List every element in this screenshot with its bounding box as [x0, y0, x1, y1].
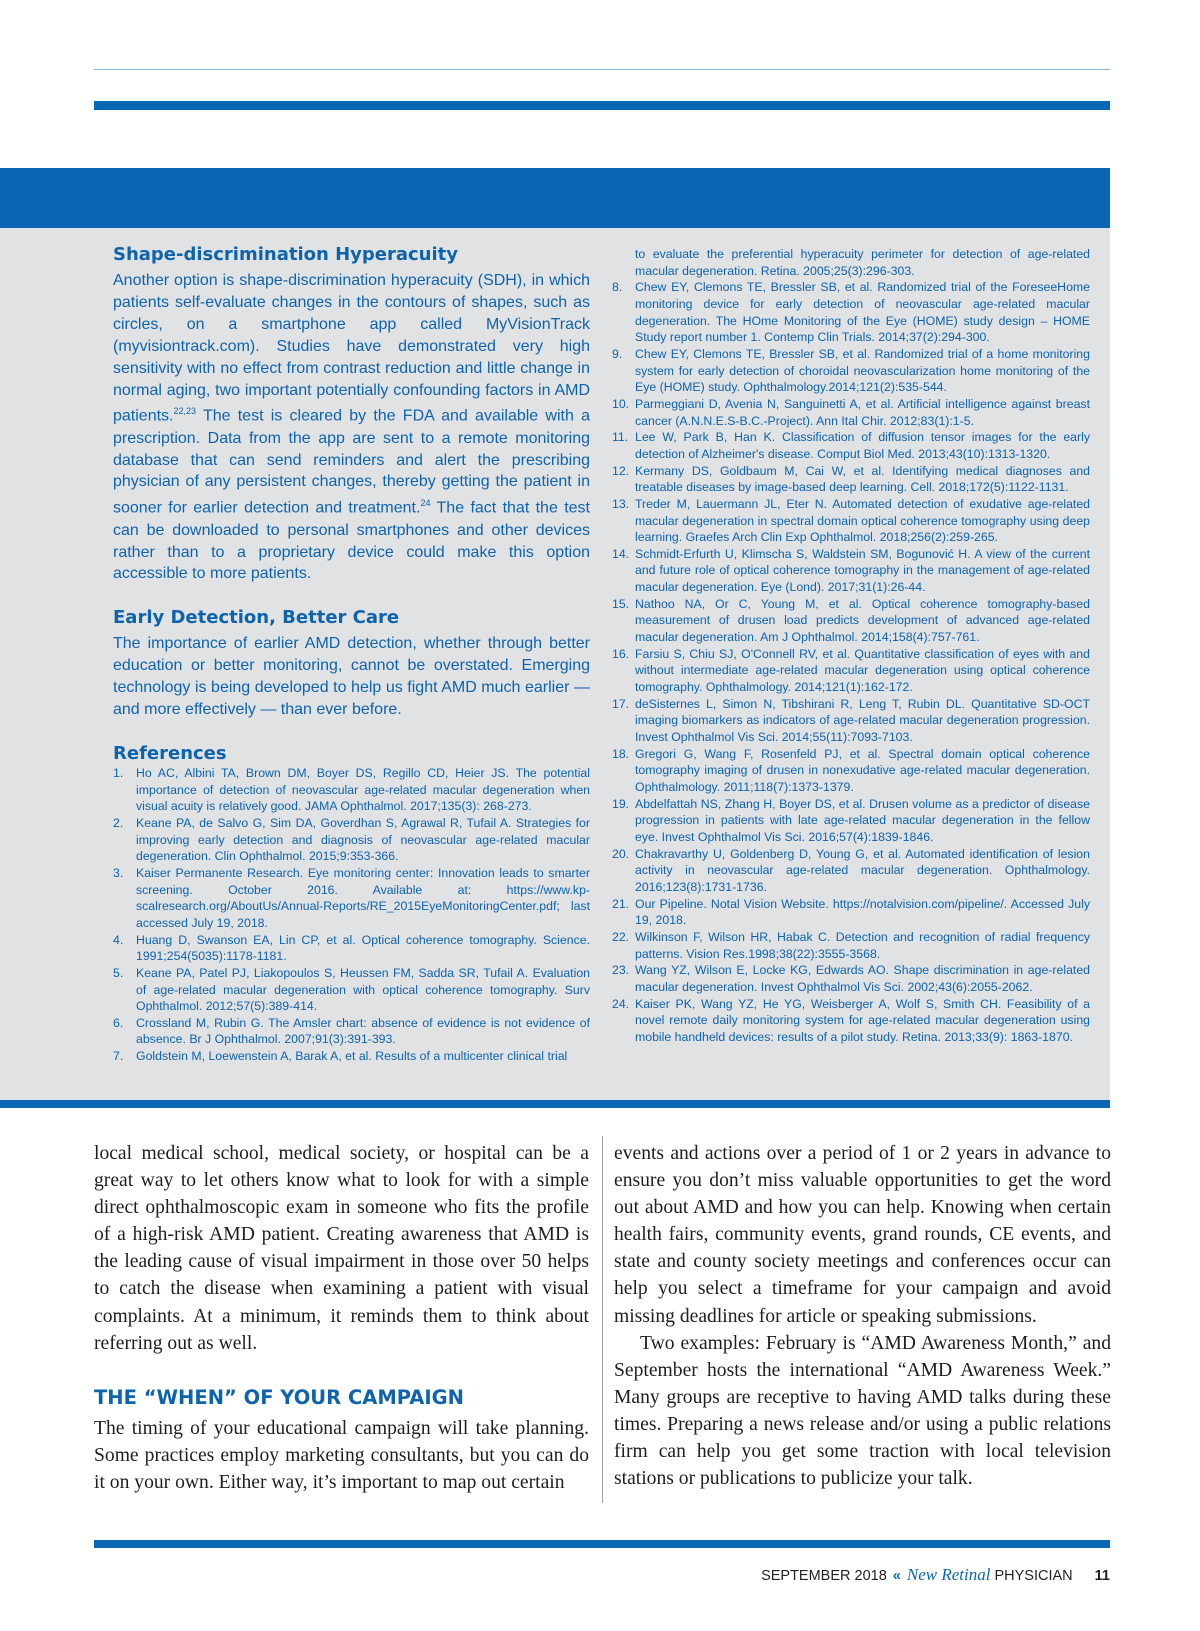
reference-text: Keane PA, de Salvo G, Sim DA, Goverdhan S, Agrawal R, Tufail A. Strategies for improving early detection and diagnosis of neovascular age-related macular degeneration. Clin Ophthalmol. 2015;9:353-366.: [136, 815, 590, 864]
reference-number: 14.: [612, 546, 630, 561]
reference-item: [113, 932, 590, 965]
reference-item: [612, 996, 1090, 1046]
reference-number: 4.: [113, 932, 124, 947]
shape-discrimination-paragraph: Another option is shape-discrimination hyperacuity (SDH), in which patients self-evaluate changes in the contours of shapes, such as circles, on a smartphone app called MyVisionTrack (myvisiontrack.com). Studies have demonstrated very high sensitivity with no effect from contrast reduction and little change in normal aging, two important potentially confounding factors in AMD patients.$^{22,23}$ The test is cleared by the FDA and available with a prescription. Data from the app are sent to a remote monitoring database that can send reminders and alert the prescribing physician of any persistent changes, thereby getting the patient in sooner for earlier detection and treatment.$^{24}$ The fact that the test can be downloaded to personal smartphones and other devices rather than to a proprietary device could make this option accessible to more patients.: [113, 272, 590, 583]
section-heading: THE “WHEN” OF YOUR CAMPAIGN: [94, 1385, 464, 1409]
reference-text: Keane PA, Patel PJ, Liakopoulos S, Heussen FM, Sadda SR, Tufail A. Evaluation of age-related macular degeneration with optical coherence tomography. Surv Ophthalmol. 2012;57(5):389-414.: [136, 965, 590, 1014]
reference-text: Our Pipeline. Notal Vision Website. https://notalvision.com/pipeline/. Accessed July 19, 2018.: [635, 896, 1090, 928]
reference-item: [612, 429, 1090, 462]
reference-item: [612, 546, 1090, 596]
reference-text: Nathoo NA, Or C, Young M, et al. Optical coherence tomography-based measurement of drusen load predicts development of advanced age-related macular degeneration. Am J Ophthalmol. 2014;158(4):757-761.: [635, 596, 1090, 645]
article-paragraph: The timing of your educational campaign will take planning. Some practices employ marketing consultants, but you can do it on your own. Either way, it’s important to map out certain: [94, 1417, 589, 1493]
reference-item: [612, 696, 1090, 746]
reference-number: 5.: [113, 965, 124, 980]
reference-item: [113, 865, 590, 932]
references-list-left: [113, 765, 590, 1065]
reference-text: Goldstein M, Loewenstein A, Barak A, et al. Results of a multicenter clinical trial: [136, 1049, 568, 1064]
reference-number: 20.: [612, 846, 630, 861]
reference-number: 3.: [113, 865, 124, 880]
reference-item: [612, 596, 1090, 646]
page-number: 11: [1094, 1568, 1110, 1584]
reference-text: to evaluate the preferential hyperacuity perimeter for detection of age-related macular degeneration. Retina. 2005;25(3):296-303.: [635, 247, 1090, 278]
reference-text: Treder M, Lauermann JL, Eter N. Automated detection of exudative age-related macular degeneration in spectral domain optical coherence tomography using deep learning. Graefes Arch Clin Exp Ophthalmol. 2018;256(2):259-265.: [635, 496, 1090, 545]
citation-sup: 24: [420, 498, 431, 509]
reference-item: [612, 346, 1090, 396]
reference-number: 19.: [612, 796, 630, 811]
reference-item: [113, 1015, 590, 1048]
reference-item: [113, 965, 590, 1015]
reference-number: 10.: [612, 396, 630, 411]
reference-number: 17.: [612, 696, 630, 711]
reference-number: 21.: [612, 896, 630, 911]
reference-item: [612, 646, 1090, 696]
reference-text: Schmidt-Erfurth U, Klimscha S, Waldstein SM, Bogunović H. A view of the current and future role of optical coherence tomography in the management of age-related macular degeneration. Eye (Lond). 2017;31(1):26-44.: [635, 546, 1090, 595]
page-footer: [761, 1565, 1110, 1585]
sidebar-bottom-band: [0, 1100, 1110, 1108]
reference-text: Lee W, Park B, Han K. Classification of diffusion tensor images for the early detection of Alzheimer's disease. Comput Biol Med. 2013;43(10):1313-1320.: [635, 430, 1090, 461]
reference-number: 23.: [612, 963, 630, 978]
reference-text: Farsiu S, Chiu SJ, O'Connell RV, et al. Quantitative classification of eyes with and without intermediate age-related macular degeneration using optical coherence tomography. Ophthalmology. 2014;121(1):162-172.: [635, 646, 1090, 695]
article-paragraph: Two examples: February is “AMD Awareness Month,” and September hosts the international “AMD Awareness Week.” Many groups are receptive to having AMD talks during these times. Preparing a news release and/or using a public relations firm can help you get some traction with local television stations or publications to publicize your talk.: [614, 1332, 1111, 1490]
sidebar-header-band: [0, 168, 1110, 228]
article-right-column: [614, 1140, 1111, 1492]
reference-item: [612, 896, 1090, 929]
bottom-accent-bar: [94, 1540, 1110, 1548]
reference-text: Abdelfattah NS, Zhang H, Boyer DS, et al. Drusen volume as a predictor of disease progression in patients with late age-related macular degeneration in the fellow eye. Invest Ophthalmol Vis Sci. 2016;57(4):1839-1846.: [635, 796, 1090, 844]
reference-text: Chew EY, Clemons TE, Bressler SB, et al. Randomized trial of a home monitoring system for early detection of choroidal neovascularization home monitoring of the Eye (HOME) study. Ophthalmology.2014;121(2):535-544.: [635, 346, 1090, 395]
reference-item: [113, 815, 590, 865]
early-detection-heading: Early Detection, Better Care: [113, 607, 400, 629]
reference-number: 11.: [612, 430, 629, 445]
reference-number: 24.: [612, 996, 630, 1011]
reference-text: Ho AC, Albini TA, Brown DM, Boyer DS, Regillo CD, Heier JS. The potential importance of detection of neovascular age-related macular degeneration when visual acuity is relatively good. JAMA Ophthalmol. 2017;135(3): 268-273.: [136, 765, 590, 814]
reference-item: [113, 765, 590, 815]
reference-number: 9.: [612, 346, 623, 361]
article-left-column: [94, 1140, 589, 1496]
reference-text: Kermany DS, Goldbaum M, Cai W, et al. Identifying medical diagnoses and treatable diseases by image-based deep learning. Cell. 2018;172(5):1122-1131.: [635, 463, 1090, 495]
references-heading: References: [113, 742, 227, 764]
reference-item: [612, 962, 1090, 995]
reference-number: 7.: [113, 1049, 124, 1064]
reference-number: 22.: [612, 929, 630, 944]
shape-discrimination-heading: Shape-discrimination Hyperacuity: [113, 244, 458, 265]
article-paragraph: local medical school, medical society, or hospital can be a great way to let others know what to look for with a simple direct ophthalmoscopic exam in someone who fits the profile of a high-risk AMD patient. Creating awareness that AMD is the leading cause of visual impairment in those over 50 helps to catch the disease when examining a patient with visual complaints. At a minimum, it reminds them to think about referring out as well.: [94, 1143, 589, 1354]
reference-number: 15.: [612, 596, 630, 611]
publication-brand: New Retinal: [906, 1565, 991, 1584]
reference-item: [612, 246, 1090, 279]
reference-text: Kaiser PK, Wang YZ, He YG, Weisberger A, Wolf S, Smith CH. Feasibility of a novel remote daily monitoring system for age-related macular degeneration using mobile handheld devices: results of a pilot study. Retina. 2013;33(9): 1863-1870.: [635, 996, 1090, 1044]
reference-text: Wilkinson F, Wilson HR, Habak C. Detection and recognition of radial frequency patterns. Vision Res.1998;38(22):3555-3568.: [635, 929, 1090, 961]
reference-text: Parmeggiani D, Avenia N, Sanguinetti A, et al. Artificial intelligence against breast cancer (A.N.N.E.S-B.C.-Project). Ann Ital Chir. 2012;83(1):1-5.: [635, 396, 1090, 428]
reference-text: Kaiser Permanente Research. Eye monitoring center: Innovation leads to smarter screening. October 2016. Available at: https://www.kp-scalresearch.org/AboutUs/Annual-Reports/RE_2015EyeMonitoringCenter.pdf; last accessed July 19, 2018.: [136, 865, 590, 930]
article-paragraph: events and actions over a period of 1 or 2 years in advance to ensure you don’t miss valuable opportunities to get the word out about AMD and how you can help. Knowing when certain health fairs, community events, grand rounds, CE events, and state and county society meetings and conferences occur can help you select a timeframe for your campaign and avoid missing deadlines for article or speaking submissions.: [614, 1143, 1111, 1327]
reference-text: Huang D, Swanson EA, Lin CP, et al. Optical coherence tomography. Science. 1991;254(5035):1178-1181.: [136, 932, 590, 964]
reference-number: 16.: [612, 646, 630, 661]
double-chevron-icon: «: [892, 1568, 901, 1584]
reference-item: [612, 846, 1090, 896]
reference-text: Chakravarthy U, Goldenberg D, Young G, et al. Automated identification of lesion activity in neovascular age-related macular degeneration. Ophthalmology. 2016;123(8):1731-1736.: [635, 846, 1090, 894]
reference-number: 8.: [612, 280, 623, 295]
reference-text: deSisternes L, Simon N, Tibshirani R, Leng T, Rubin DL. Quantitative SD-OCT imaging biomarkers as indicators of age-related macular degeneration progression. Invest Ophthalmol Vis Sci. 2014;55(11):7093-7103.: [635, 696, 1090, 745]
reference-item: [612, 396, 1090, 429]
reference-item: [612, 796, 1090, 846]
reference-text: Gregori G, Wang F, Rosenfeld PJ, et al. Spectral domain optical coherence tomography imaging of drusen in nonexudative age-related macular degeneration. Ophthalmology. 2011;118(7):1373-1379.: [635, 746, 1090, 794]
reference-item: [612, 463, 1090, 496]
reference-number: 1.: [113, 765, 124, 780]
reference-number: 18.: [612, 746, 630, 761]
citation-sup: 22,23: [173, 406, 197, 417]
reference-number: 13.: [612, 496, 630, 511]
reference-item: [612, 496, 1090, 546]
publication-brand-suffix: PHYSICIAN: [994, 1568, 1073, 1584]
reference-text: Wang YZ, Wilson E, Locke KG, Edwards AO. Shape discrimination in age-related macular degeneration. Invest Ophthalmol Vis Sci. 2002;43(6):2055-2062.: [635, 963, 1090, 994]
sidebar-right-column: [612, 246, 1090, 1046]
reference-number: 6.: [113, 1015, 124, 1030]
top-accent-bar: [94, 101, 1110, 110]
sidebar-left-column: [113, 244, 590, 1065]
reference-number: 12.: [612, 463, 630, 478]
column-divider: [602, 1136, 603, 1503]
reference-number: 2.: [113, 815, 124, 830]
reference-item: [612, 929, 1090, 962]
reference-text: Chew EY, Clemons TE, Bressler SB, et al. Randomized trial of the ForeseeHome monitoring device for early detection of neovascular age-related macular degeneration. The HOme Monitoring of the Eye (HOME) study design – HOME Study report number 1. Contemp Clin Trials. 2014;37(2):294-300.: [635, 280, 1090, 345]
reference-item: [113, 1048, 590, 1065]
reference-text: Crossland M, Rubin G. The Amsler chart: absence of evidence is not evidence of absence. Br J Ophthalmol. 2007;91(3):391-393.: [136, 1015, 590, 1047]
reference-item: [612, 279, 1090, 346]
top-hairline-rule: [94, 69, 1110, 70]
early-detection-paragraph: The importance of earlier AMD detection, whether through better education or better monitoring, cannot be overstated. Emerging technology is being developed to help us fight AMD much earlier — and more effectively — than ever before.: [113, 635, 590, 719]
issue-date: SEPTEMBER 2018: [761, 1568, 887, 1584]
reference-item: [612, 746, 1090, 796]
references-list-right: [612, 246, 1090, 1046]
